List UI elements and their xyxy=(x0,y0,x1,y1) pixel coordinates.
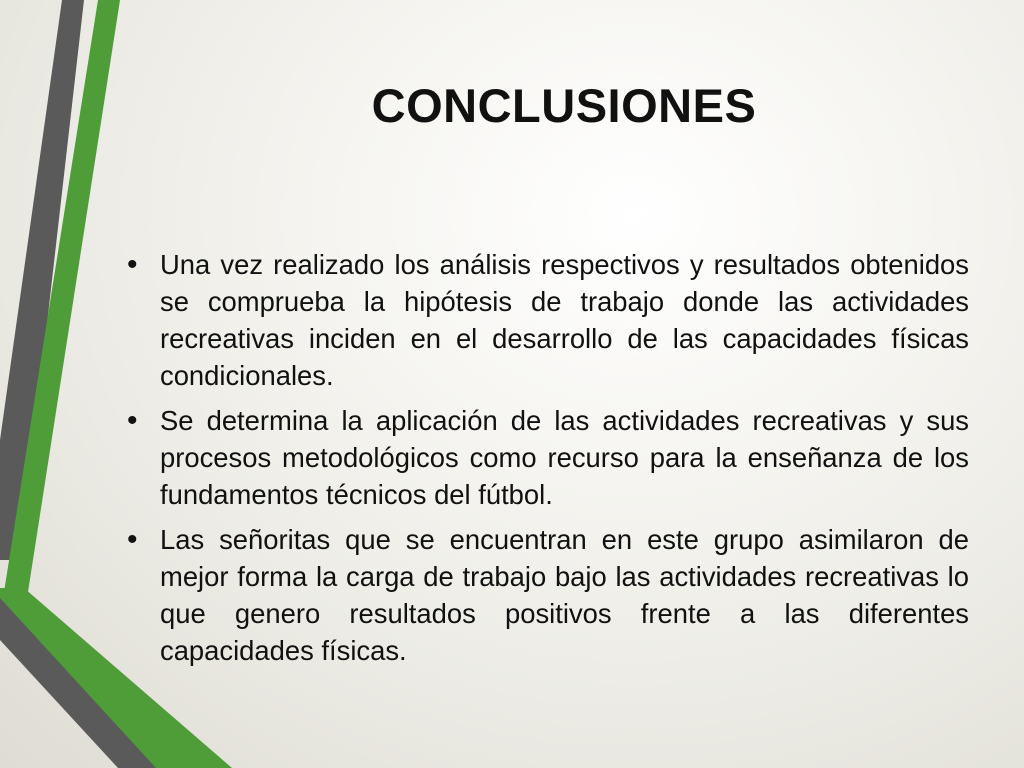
bullet-text: Las señoritas que se encuentran en este grupo asimilaron de mejor forma la carga de trabajo bajo las actividades recreativas lo que genero resultados positivos frente a las diferentes capacidades físicas. xyxy=(160,524,969,666)
bullet-text: Se determina la aplicación de las actividades recreativas y sus procesos metodológicos como recurso para la enseñanza de los fundamentos técnicos del fútbol. xyxy=(160,405,969,510)
bullet-icon: • xyxy=(127,248,138,281)
bullet-item xyxy=(127,246,969,394)
bullet-item xyxy=(127,402,969,513)
slide-title: CONCLUSIONES xyxy=(371,79,757,132)
bullet-list xyxy=(127,246,969,677)
bullet-icon: • xyxy=(127,404,138,437)
bullet-text: Una vez realizado los análisis respectivos y resultados obtenidos se comprueba la hipótesis de trabajo donde las actividades recreativas inciden en el desarrollo de las capacidades físicas condicionales. xyxy=(160,249,969,391)
bullet-icon: • xyxy=(127,523,138,556)
bullet-item xyxy=(127,521,969,669)
